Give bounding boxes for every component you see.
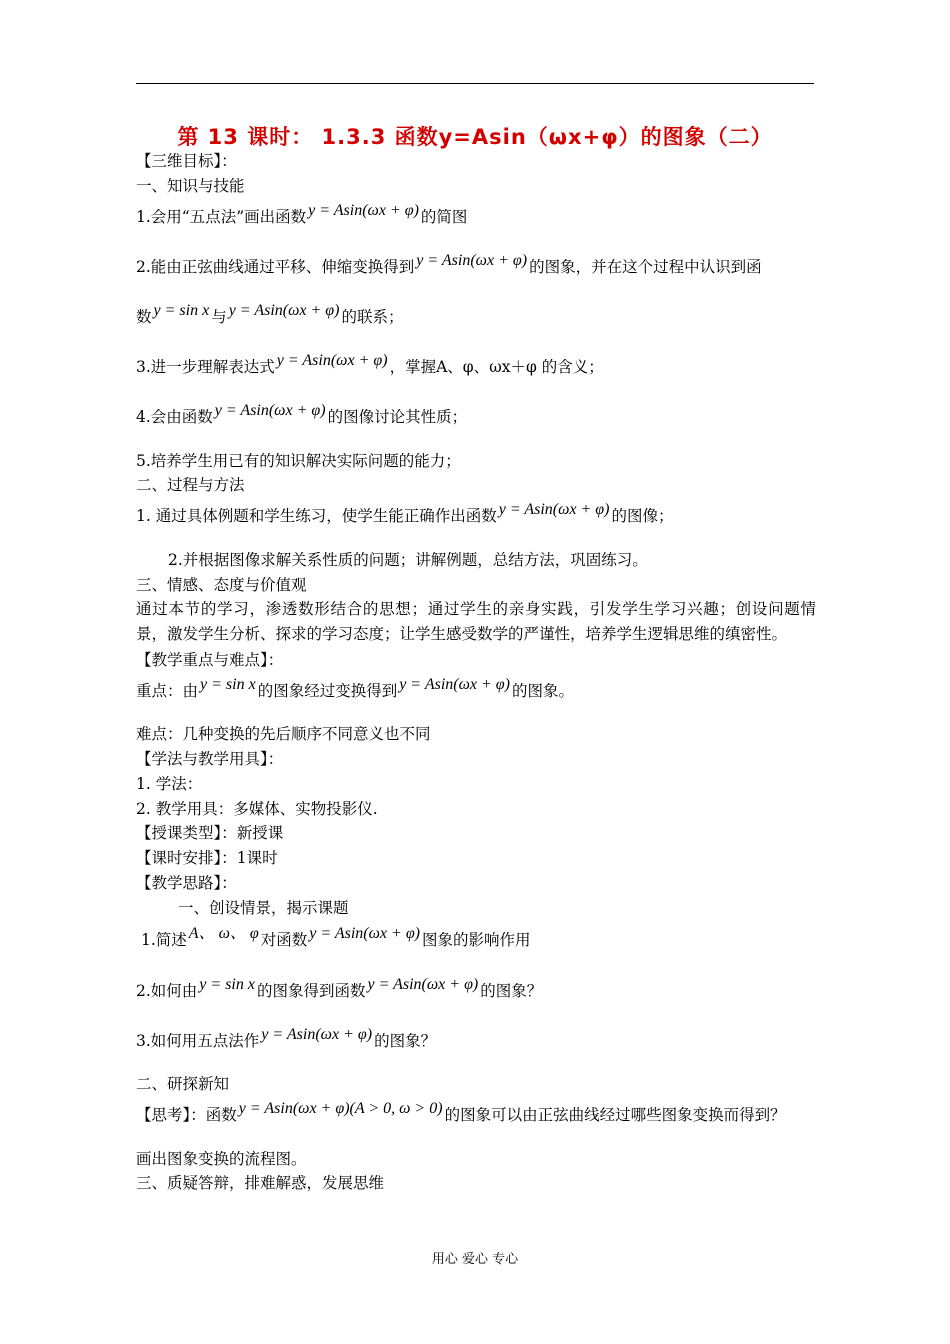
formula: y = Asin(ωx + φ) [416,252,528,269]
text: 1. 通过具体例题和学生练习，使学生能正确作出函数 [136,507,497,525]
knowledge-item-1 [136,202,468,229]
text: 对函数 [260,931,308,949]
text: 的图像讨论其性质； [327,408,468,426]
formula: y = Asin(ωx + φ)(A > 0, ω > 0) [238,1100,443,1117]
think-question [136,1100,786,1127]
formula: y = sin x [199,976,255,993]
tools-item-2: 2. 教学用具：多媒体、实物投影仪. [136,800,378,818]
text: 3.如何用五点法作 [136,1032,260,1050]
knowledge-item-4 [136,402,468,429]
formula: y = Asin(ωx + φ) [228,302,340,319]
text: 的图象。 [511,682,574,700]
text: 的图象经过变换得到 [257,682,398,700]
text: 3.进一步理解表达式 [136,358,275,376]
formula: y = Asin(ωx + φ) [367,976,479,993]
text: 与 [211,308,227,326]
text: ，掌握A、φ、ωx＋φ 的含义； [389,358,604,376]
process-item-1 [136,501,674,528]
text: 图象的影响作用 [422,931,531,949]
text: 1.简述 [141,931,187,949]
formula: A、 ω、 φ [188,925,259,942]
question-3 [136,1026,437,1053]
text: 2.如何由 [136,982,198,1000]
tools-heading: 【学法与教学用具】： [136,750,284,768]
formula: y = Asin(ωx + φ) [308,202,419,219]
goals-heading: 【三维目标】： [136,152,237,170]
text: 的简图 [420,208,468,226]
keypoints-heading: 【教学重点与难点】： [136,651,284,669]
emotion-paragraph: 通过本节的学习，渗透数形结合的思想；通过学生的亲身实践，引发学生学习兴趣；创设问题情景，激发学生分析、探求的学习态度；让学生感受数学的严谨性，培养学生逻辑思维的缜密性。 [136,600,816,643]
key-point [136,676,574,703]
knowledge-item-3 [136,352,604,379]
text: 数 [136,308,152,326]
lesson-time: 【课时安排】：1课时 [136,849,278,867]
formula: y = Asin(ωx + φ) [214,402,326,419]
formula: y = Asin(ωx + φ) [399,676,510,693]
text: 的图象？ [480,982,543,1000]
question-2 [136,976,543,1003]
text: 重点：由 [136,682,199,700]
question-1 [141,925,531,952]
text: 的图象，并在这个过程中认识到函 [529,258,762,276]
section-process: 二、过程与方法 [136,476,245,494]
knowledge-item-5: 5.培养学生用已有的知识解决实际问题的能力； [136,452,461,470]
formula: y = Asin(ωx + φ) [276,352,388,369]
text: 2.能由正弦曲线通过平移、伸缩变换得到 [136,258,415,276]
formula: y = sin x [200,676,256,693]
formula: y = Asin(ωx + φ) [309,925,421,942]
section-emotion: 三、情感、态度与价值观 [136,576,307,594]
text: 1.会用“五点法”画出函数 [136,208,307,226]
text: 的图象可以由正弦曲线经过哪些图象变换而得到？ [444,1106,786,1124]
text: 的图象？ [374,1032,437,1050]
text: 的图像； [611,507,674,525]
lesson-type: 【授课类型】：新授课 [136,824,284,842]
formula: y = sin x [153,302,210,319]
formula: y = Asin(ωx + φ) [498,501,610,518]
text: 【思考】：函数 [136,1106,237,1124]
draw-instruction: 画出图象变换的流程图。 [136,1150,307,1168]
tools-item-1: 1. 学法： [136,775,203,793]
process-item-2: 2.并根据图像求解关系性质的问题；讲解例题，总结方法，巩固练习。 [168,551,648,569]
section-knowledge: 一、知识与技能 [136,177,245,195]
formula: y = Asin(ωx + φ) [261,1026,373,1043]
lesson-title: 第 13 课时： 1.3.3 函数y=Asin（ωx+φ）的图象（二） [177,125,773,149]
text: 的图象得到函数 [256,982,366,1000]
knowledge-item-2-cont [136,302,404,329]
difficulty: 难点：几种变换的先后顺序不同意义也不同 [136,725,431,743]
knowledge-item-2 [136,252,762,279]
text: 的联系； [341,308,404,326]
page-footer: 用心 爱心 专心 [431,1252,519,1267]
step-1-heading: 一、创设情景，揭示课题 [178,899,349,917]
idea-heading: 【教学思路】： [136,874,237,892]
step-2-heading: 二、研探新知 [136,1075,230,1093]
header-rule [136,83,814,84]
step-3-heading: 三、质疑答辩，排难解惑，发展思维 [136,1174,385,1192]
text: 4.会由函数 [136,408,213,426]
